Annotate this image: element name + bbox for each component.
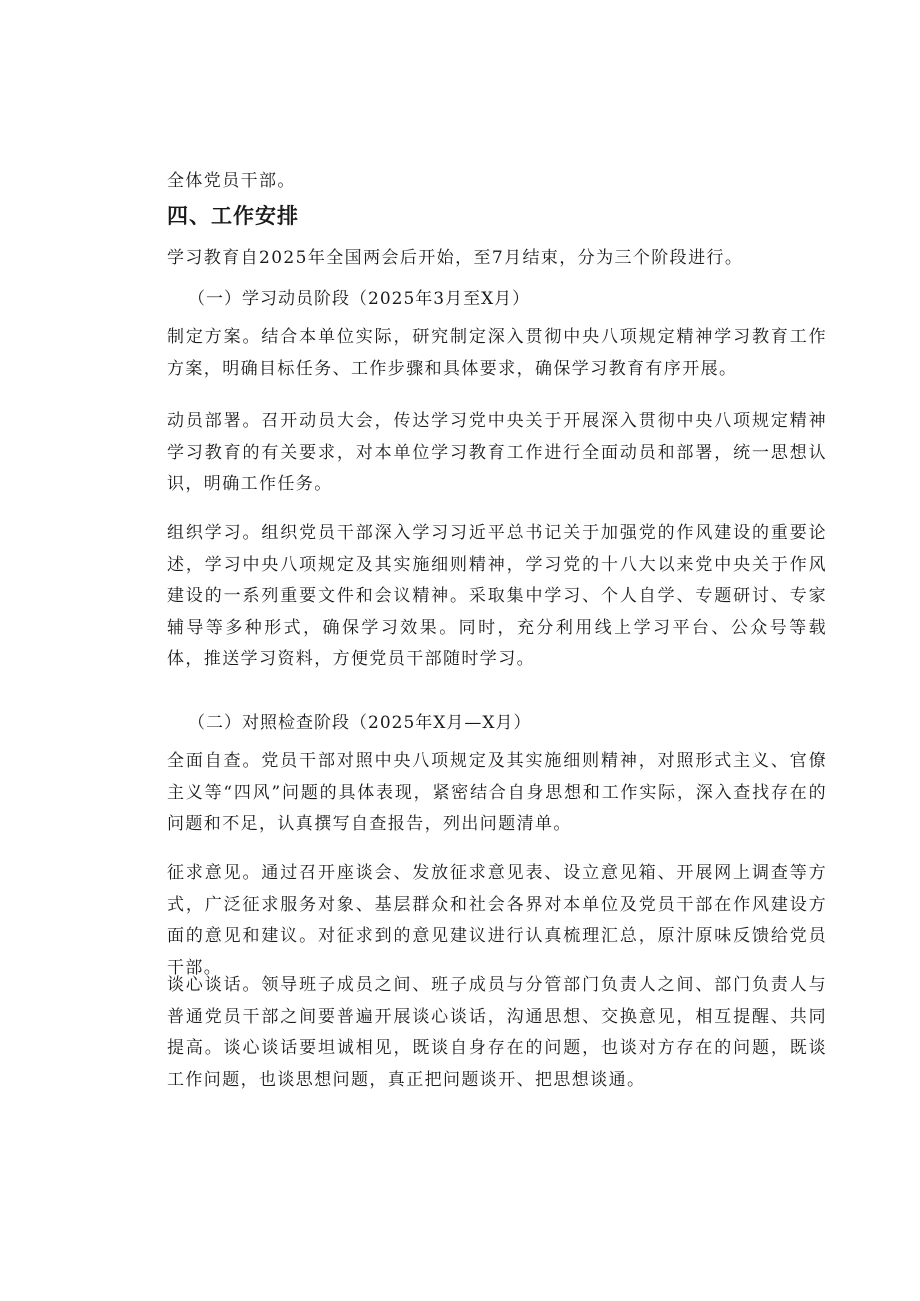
stage2-paragraph-opinions: 征求意见。通过召开座谈会、发放征求意见表、设立意见箱、开展网上调查等方式，广泛征求服务对象、基层群众和社会各界对本单位及党员干部在作风建设方面的意见和建议。对征求到的意见建议进行认真梳理汇总，原汁原味反馈给党员干部。 [167, 863, 827, 978]
section-heading: 四、工作安排 [167, 204, 299, 228]
stage1-paragraph-mobilize: 动员部署。召开动员大会，传达学习党中央关于开展深入贯彻中央八项规定精神学习教育的有关要求，对本单位学习教育工作进行全面动员和部署，统一思想认识，明确工作任务。 [167, 411, 827, 494]
stage2-paragraph-talks: 谈心谈话。领导班子成员之间、班子成员与分管部门负责人之间、部门负责人与普通党员干部之间要普遍开展谈心谈话，沟通思想、交换意见，相互提醒、共同提高。谈心谈话要坦诚相见，既谈自身存在的问题，也谈对方存在的问题，既谈工作问题，也谈思想问题，真正把问题谈开、把思想谈通。 [167, 975, 827, 1090]
stage2-title: （二）对照检查阶段（2025年X月—X月） [188, 713, 532, 733]
stage2-paragraph-selfcheck: 全面自查。党员干部对照中央八项规定及其实施细则精神，对照形式主义、官僚主义等“四风”问题的具体表现，紧密结合自身思想和工作实际，深入查找存在的问题和不足，认真撰写自查报告，列出问题清单。 [167, 751, 827, 834]
stage1-paragraph-plan: 制定方案。结合本单位实际，研究制定深入贯彻中央八项规定精神学习教育工作方案，明确目标任务、工作步骤和具体要求，确保学习教育有序开展。 [167, 327, 827, 379]
paragraph-tail: 全体党员干部。 [167, 171, 296, 191]
stage1-title: （一）学习动员阶段（2025年3月至X月） [188, 289, 531, 309]
intro-paragraph: 学习教育自2025年全国两会后开始，至7月结束，分为三个阶段进行。 [167, 248, 744, 268]
stage1-paragraph-study: 组织学习。组织党员干部深入学习习近平总书记关于加强党的作风建设的重要论述，学习中央八项规定及其实施细则精神，学习党的十八大以来党中央关于作风建设的一系列重要文件和会议精神。采取集中学习、个人自学、专题研讨、专家辅导等多种形式，确保学习效果。同时，充分利用线上学习平台、公众号等载体，推送学习资料，方便党员干部随时学习。 [167, 523, 827, 669]
